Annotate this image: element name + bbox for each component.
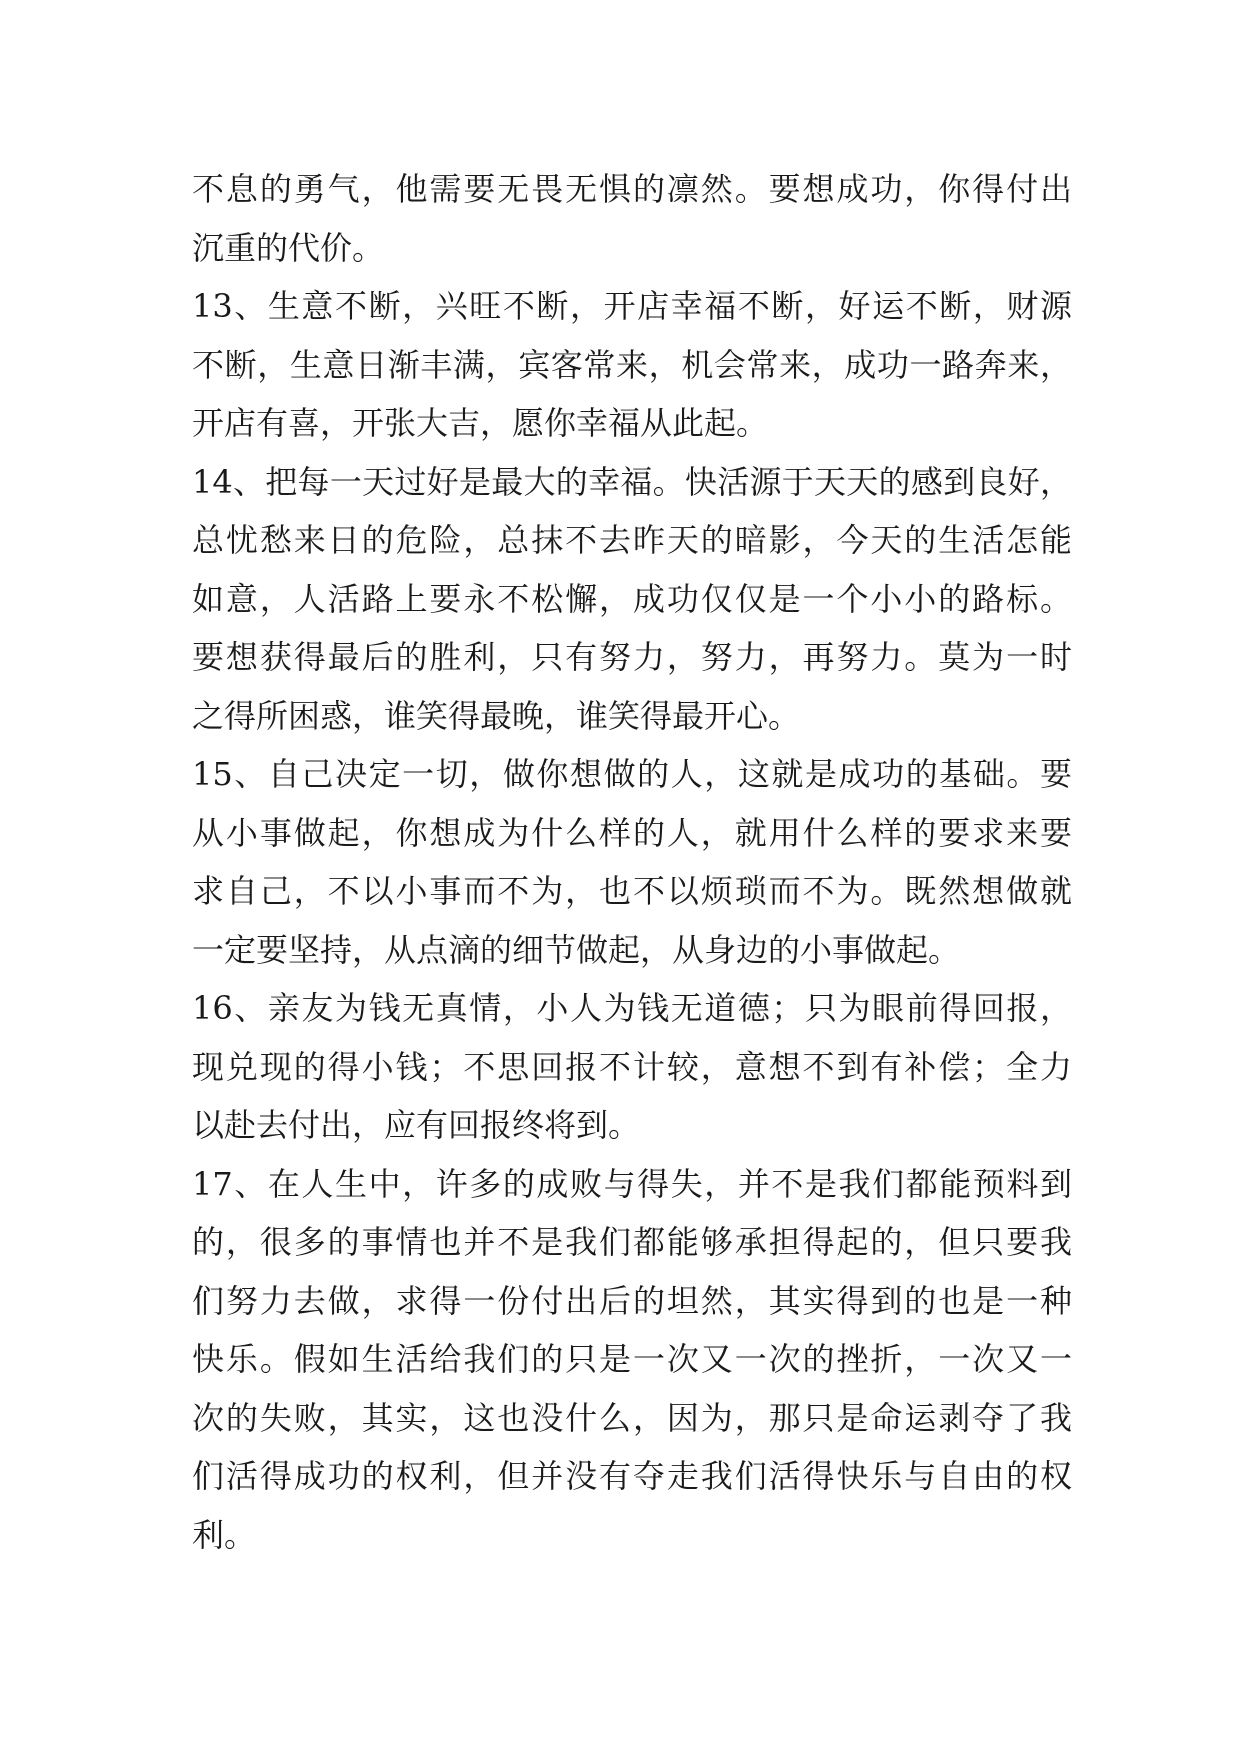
text-line: 开店有喜，开张大吉，愿你幸福从此起。 bbox=[192, 404, 769, 442]
text-line: 16、亲友为钱无真情，小人为钱无道德；只为眼前得回报， bbox=[192, 989, 1072, 1027]
text-line: 15、自己决定一切，做你想做的人，这就是成功的基础。要 bbox=[192, 755, 1072, 793]
text-line: 总忧愁来日的危险，总抹不去昨天的暗影，今天的生活怎能 bbox=[192, 521, 1072, 559]
text-line: 从小事做起，你想成为什么样的人，就用什么样的要求来要 bbox=[192, 813, 1072, 852]
text-line: 以赴去付出，应有回报终将到。 bbox=[192, 1106, 641, 1144]
text-line: 现兑现的得小钱；不思回报不计较，意想不到有补偿；全力 bbox=[192, 1047, 1072, 1086]
text-line: 沉重的代价。 bbox=[192, 228, 385, 267]
text-line: 的，很多的事情也并不是我们都能够承担得起的，但只要我 bbox=[192, 1223, 1072, 1261]
text-line: 们活得成功的权利，但并没有夺走我们活得快乐与自由的权 bbox=[192, 1457, 1072, 1495]
paragraph-14 bbox=[192, 453, 1072, 746]
paragraph-17 bbox=[192, 1155, 1072, 1565]
text-line: 要想获得最后的胜利，只有努力，努力，再努力。莫为一时 bbox=[192, 638, 1072, 676]
text-line: 快乐。假如生活给我们的只是一次又一次的挫折，一次又一 bbox=[192, 1340, 1072, 1378]
text-line: 一定要坚持，从点滴的细节做起，从身边的小事做起。 bbox=[192, 930, 961, 969]
text-line: 14、把每一天过好是最大的幸福。快活源于天天的感到良好， bbox=[192, 462, 1072, 501]
paragraph-15 bbox=[192, 745, 1072, 979]
document-body bbox=[192, 160, 1072, 1564]
text-line: 如意，人活路上要永不松懈，成功仅仅是一个小小的路标。 bbox=[192, 579, 1072, 618]
text-line: 13、生意不断，兴旺不断，开店幸福不断，好运不断，财源 bbox=[192, 287, 1072, 325]
text-line: 之得所困惑，谁笑得最晚，谁笑得最开心。 bbox=[192, 696, 801, 735]
text-line: 求自己，不以小事而不为，也不以烦琐而不为。既然想做就 bbox=[192, 872, 1072, 910]
text-line: 们努力去做，求得一份付出后的坦然，其实得到的也是一种 bbox=[192, 1281, 1072, 1320]
paragraph-13 bbox=[192, 277, 1072, 453]
text-line: 不断，生意日渐丰满，宾客常来，机会常来，成功一路奔来， bbox=[192, 345, 1072, 384]
text-line: 利。 bbox=[192, 1515, 257, 1554]
paragraph-continuation bbox=[192, 160, 1072, 277]
text-line: 次的失败，其实，这也没什么，因为，那只是命运剥夺了我 bbox=[192, 1398, 1072, 1437]
text-line: 不息的勇气，他需要无畏无惧的凛然。要想成功，你得付出 bbox=[192, 170, 1072, 208]
text-line: 17、在人生中，许多的成败与得失，并不是我们都能预料到 bbox=[192, 1164, 1072, 1203]
paragraph-16 bbox=[192, 979, 1072, 1155]
